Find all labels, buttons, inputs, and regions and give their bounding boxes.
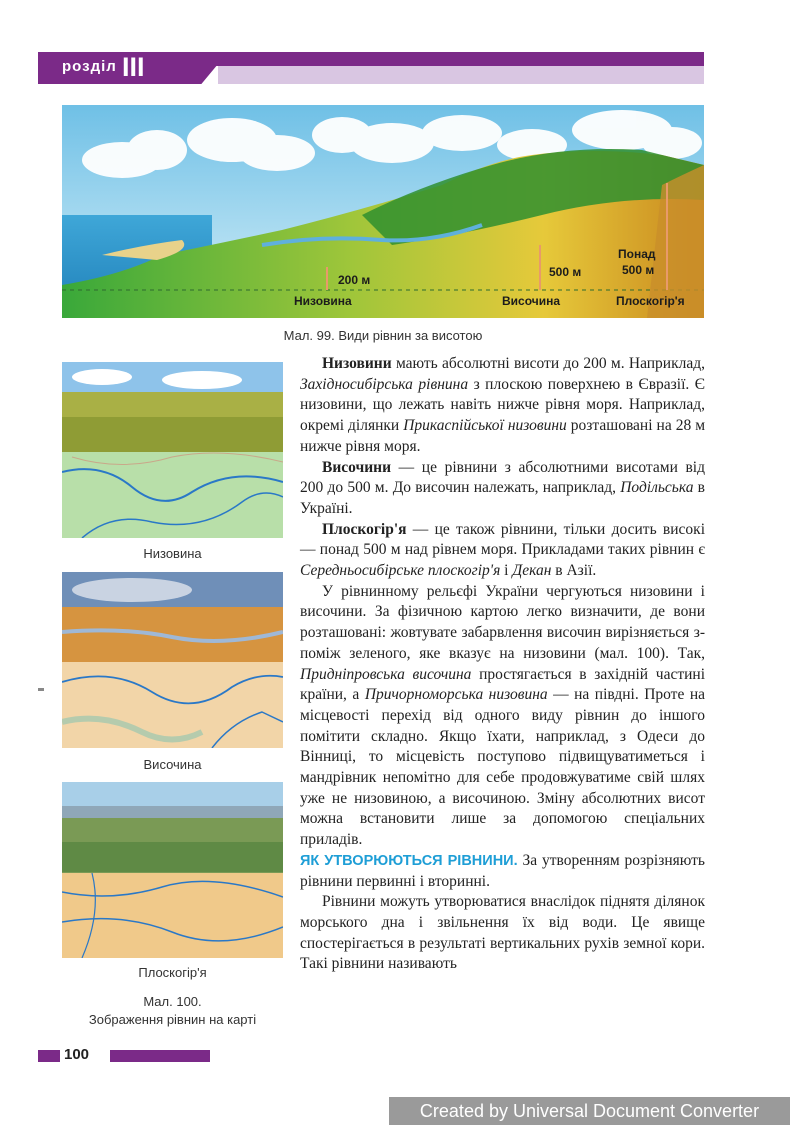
paragraph-uplands — [300, 458, 705, 520]
lowland-photo-map — [62, 362, 283, 538]
text-run: мають абсолютні висоти до 200 м. Наприклад, — [391, 355, 705, 372]
example-central-siberian: Середньосибірське плоскогір'я — [300, 562, 501, 580]
header-stripe-light — [218, 66, 704, 84]
margin-mark — [38, 688, 44, 691]
page-number: 100 — [64, 1046, 90, 1063]
figure-100-number: Мал. 100. — [143, 994, 202, 1009]
label-200m: 200 м — [338, 273, 371, 287]
text-run: в Азії. — [551, 562, 597, 580]
upland-label: Височина — [143, 757, 202, 772]
term-lowlands: Низовини — [322, 355, 392, 372]
text-run: в Україні. — [300, 479, 705, 517]
text-run: У рівнинному рельєфі України чергуються низовини і височини. За фізичною картою легко визначити, де вони розташовані: жовтувате забарвлення височин вирізняється з-поміж зеленого, яке вказує на низовини (мал. 100). Так, — [300, 582, 705, 662]
text-run: За утворенням розрізняють рівнини первинні і вторинні. — [300, 851, 705, 890]
converter-watermark: Created by Universal Document Converter — [389, 1097, 790, 1125]
text-run: і — [500, 562, 513, 580]
paragraph-formation-detail — [300, 892, 705, 975]
paragraph-lowlands — [300, 354, 705, 458]
footer-bar-right — [110, 1050, 210, 1062]
label-over-500m: 500 м — [622, 263, 655, 277]
upland-photo-map — [62, 572, 283, 748]
example-podilska: Подільська — [620, 479, 694, 497]
example-black-sea-lowland: Причорноморська низовина — [364, 686, 548, 704]
section-heading-formation: ЯК УТВОРЮЮТЬСЯ РІВНИНИ. — [300, 852, 518, 869]
label-upland: Височина — [502, 294, 561, 308]
lowland-label: Низовина — [143, 546, 202, 561]
label-plateau: Плоскогір'я — [616, 294, 685, 308]
section-label: розділ — [62, 58, 117, 75]
section-number: III — [122, 52, 145, 82]
paragraph-formation — [300, 851, 705, 892]
term-uplands: Височини — [322, 458, 392, 476]
text-run: — на півдні. Проте на місцевості перехід від одного виду рівнин до іншого помітити складно. Якщо їхати, наприклад, з Одеси до Вінниці, то місцевість поступово підвищуватиметься і мандрівник непомітно для себе продовжуватиме свій шлях уже не низовиною, а височиною. Зміну абсолютних висот можна встановити лише за допомогою спеціальних приладів. — [300, 686, 706, 849]
text-run: — це також рівнини, тільки досить високі — понад 500 м над рівнем моря. Прикладами таких рівнин є — [300, 520, 705, 559]
figure-99-caption: Мал. 99. Види рівнин за висотою — [283, 328, 483, 343]
text-run: простягається в західній частині країни, а — [300, 665, 705, 704]
example-dnipro-upland: Придніпровська височина — [300, 665, 472, 683]
figure-100-caption — [62, 993, 283, 1029]
body-text — [300, 354, 705, 975]
figure-100-title: Зображення рівнин на карті — [88, 1012, 257, 1027]
text-run: з плоскою поверхнею в Євразії. Є низовини, що лежать навіть нижче рівня моря. Наприклад, окремі ділянки — [300, 375, 705, 435]
example-deccan: Декан — [512, 562, 552, 580]
plateau-label: Плоскогір'я — [138, 965, 207, 980]
paragraph-plateaus — [300, 520, 705, 582]
label-lowland: Низовина — [294, 294, 352, 308]
footer-bar-left — [38, 1050, 60, 1062]
example-west-siberian: Західносибірська рівнина — [300, 375, 469, 393]
paragraph-ukraine-relief — [300, 582, 705, 851]
plains-by-height-illustration — [62, 105, 704, 318]
label-over: Понад — [618, 247, 656, 261]
plateau-photo-map — [62, 782, 283, 958]
text-run: розташовані на 28 м нижче рівня моря. — [300, 417, 705, 455]
label-500m: 500 м — [549, 265, 582, 279]
example-caspian: Прикаспійської низовини — [403, 417, 567, 435]
term-plateaus: Плоскогір'я — [322, 520, 407, 538]
text-run: — це рівнини з абсолютними висотами від 200 до 500 м. До височин належать, наприклад, — [300, 458, 705, 497]
text-run: Рівнини можуть утворюватися внаслідок піднятя ділянок морського дна і звільнення їх від води. Це явище спостерігається в результаті вертикальних рухів земної кори. Такі рівнини називають — [300, 893, 705, 973]
